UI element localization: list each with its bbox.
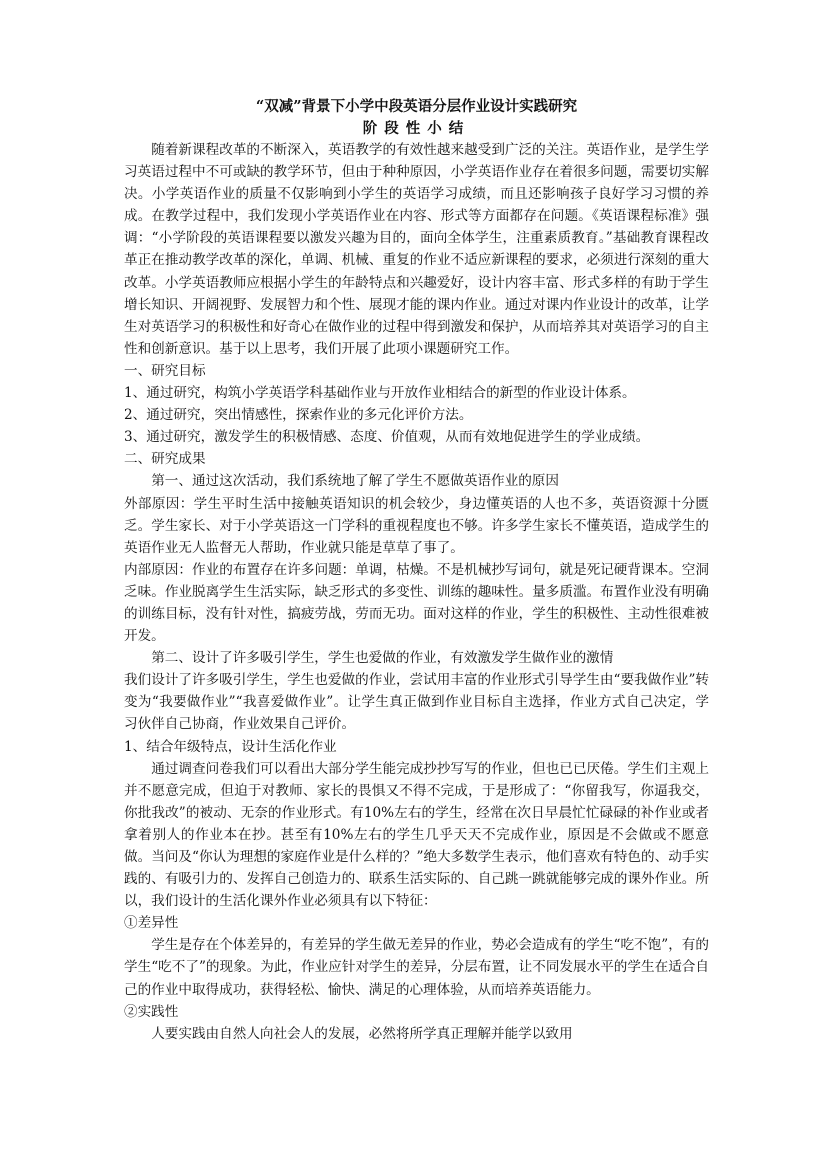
paragraph: 1、通过研究，构筑小学英语学科基础作业与开放作业相结合的新型的作业设计体系。 <box>124 385 636 402</box>
paragraph: 第二、设计了许多吸引学生，学生也爱做的作业，有效激发学生做作业的激情 <box>151 650 614 667</box>
document-subtitle: 阶段性小结 <box>362 120 471 137</box>
paragraph: 二、研究成果 <box>124 451 206 468</box>
paragraph: 第一、通过这次活动，我们系统地了解了学生不愿做英语作业的原因 <box>151 473 559 490</box>
paragraph: 2、通过研究，突出情感性，探索作业的多元化评价方法。 <box>124 407 473 424</box>
paragraph: 随着新课程改革的不断深入，英语教学的有效性越来越受到广泛的关注。英语作业，是学生学习英语过程中不可或缺的教学环节，但由于种种原因，小学英语作业存在着很多问题，需要切实解决。小学英语作业的质量不仅影响到小学生的英语学习成绩，而且还影响孩子良好学习习惯的养成。在教学过程中，我们发现小学英语作业在内容、形式等方面都存在问题。《英语课程标准》强调：“小学阶段的英语课程要以激发兴趣为目的，面向全体学生，注重素质教育。”基础教育课程改革正在推动教学改革的深化，单调、机械、重复的作业不适应新课程的要求，必须进行深刻的重大改革。小学英语教师应根据小学生的年龄特点和兴趣爱好，设计内容丰富、形式多样的有助于学生增长知识、开阔视野、发展智力和个性、展现才能的课内作业。通过对课内作业设计的改革，让学生对英语学习的积极性和好奇心在做作业的过程中得到激发和保护，从而培养其对英语学习的自主性和创新意识。基于以上思考，我们开展了此项小课题研究工作。 <box>124 142 709 357</box>
paragraph: 外部原因：学生平时生活中接触英语知识的机会较少，身边懂英语的人也不多，英语资源十分匮乏。学生家长、对于小学英语这一门学科的重视程度也不够。许多学生家长不懂英语，造成学生的英语作业无人监督无人帮助，作业就只能是草草了事了。 <box>124 495 709 556</box>
document-page <box>124 96 709 1045</box>
paragraph: 通过调查问卷我们可以看出大部分学生能完成抄抄写写的作业，但也已已厌倦。学生们主观上并不愿意完成，但迫于对教师、家长的畏惧又不得不完成，于是形成了：“你留我写，你逼我交，你批我改”的被动、无奈的作业形式。有10%左右的学生，经常在次日早晨忙忙碌碌的补作业或者拿着别人的作业本在抄。甚至有10%左右的学生几乎天天不完成作业，原因是不会做或不愿意做。当问及“你认为理想的家庭作业是什么样的？”绝大多数学生表示，他们喜欢有特色的、动手实践的、有吸引力的、发挥自己创造力的、联系生活实际的、自己跳一跳就能够完成的课外作业。所以，我们设计的生活化课外作业必须具有以下特征： <box>124 760 709 910</box>
paragraph: 3、通过研究，激发学生的积极情感、态度、价值观，从而有效地促进学生的学业成绩。 <box>124 429 650 446</box>
paragraph: 我们设计了许多吸引学生，学生也爱做的作业，尝试用丰富的作业形式引导学生由“要我做作业”转变为“我要做作业”“我喜爱做作业”。让学生真正做到作业目标自主选择，作业方式自己决定，学习伙伴自己协商，作业效果自己评价。 <box>124 672 709 733</box>
paragraph: 一、研究目标 <box>124 362 206 379</box>
document-body <box>124 139 709 1045</box>
paragraph: 人要实践由自然人向社会人的发展，必然将所学真正理解并能学以致用 <box>151 1025 573 1042</box>
paragraph: 1、结合年级特点，设计生活化作业 <box>124 738 337 755</box>
document-title: “双减”背景下小学中段英语分层作业设计实践研究 <box>255 98 578 115</box>
paragraph: ②实践性 <box>124 1003 179 1020</box>
paragraph: 内部原因：作业的布置存在许多问题：单调，枯燥。不是机械抄写词句，就是死记硬背课本。空洞乏味。作业脱离学生生活实际，缺乏形式的多变性、训练的趣味性。量多质滥。布置作业没有明确的训练目标，没有针对性，搞疲劳战，劳而无功。面对这样的作业，学生的积极性、主动性很难被开发。 <box>124 561 709 645</box>
paragraph: ①差异性 <box>124 915 179 932</box>
paragraph: 学生是存在个体差异的，有差异的学生做无差异的作业，势必会造成有的学生“吃不饱”，有的学生“吃不了”的现象。为此，作业应针对学生的差异，分层布置，让不同发展水平的学生在适合自己的作业中取得成功，获得轻松、愉快、满足的心理体验，从而培养英语能力。 <box>124 937 709 998</box>
